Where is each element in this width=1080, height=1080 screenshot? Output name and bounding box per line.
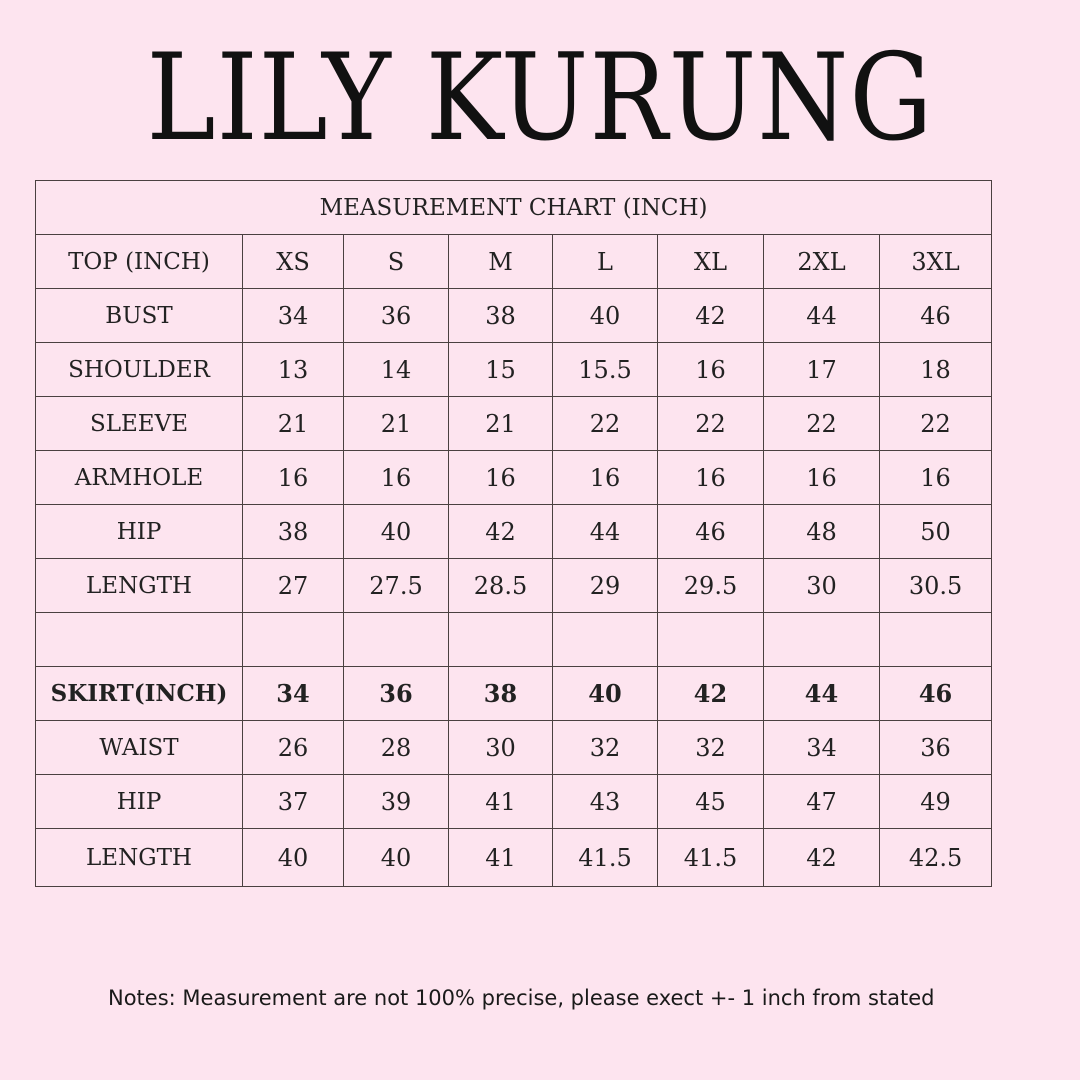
table-cell: 40 (344, 829, 449, 887)
table-row (36, 775, 992, 829)
table-cell: 15.5 (553, 343, 658, 397)
size-header: XS (243, 235, 344, 289)
size-header: 36 (344, 667, 449, 721)
table-cell: 42 (764, 829, 880, 887)
table-cell: 41 (449, 829, 553, 887)
size-header: L (553, 235, 658, 289)
table-cell: 41 (449, 775, 553, 829)
table-cell: 32 (658, 721, 764, 775)
table-cell: 45 (658, 775, 764, 829)
table-cell: 34 (243, 289, 344, 343)
size-header: S (344, 235, 449, 289)
table-cell: 29.5 (658, 559, 764, 613)
table-cell: 18 (880, 343, 992, 397)
table-cell: 49 (880, 775, 992, 829)
notes-text: Notes: Measurement are not 100% precise, please exect +- 1 inch from stated (108, 986, 935, 1010)
table-cell: 48 (764, 505, 880, 559)
size-header: 44 (764, 667, 880, 721)
empty-cell (880, 613, 992, 667)
table-cell: 41.5 (658, 829, 764, 887)
table-cell: 21 (243, 397, 344, 451)
table-cell: 40 (243, 829, 344, 887)
size-header: 46 (880, 667, 992, 721)
table-cell: 44 (764, 289, 880, 343)
top-size-header-row (36, 235, 992, 289)
size-header: 42 (658, 667, 764, 721)
table-cell: 14 (344, 343, 449, 397)
table-row (36, 289, 992, 343)
row-label-skirt-hip: HIP (36, 775, 243, 829)
table-cell: 47 (764, 775, 880, 829)
empty-cell (344, 613, 449, 667)
size-header: XL (658, 235, 764, 289)
table-cell: 32 (553, 721, 658, 775)
table-row (36, 721, 992, 775)
size-header: M (449, 235, 553, 289)
row-label-bust: BUST (36, 289, 243, 343)
table-cell: 40 (553, 289, 658, 343)
table-cell: 42 (449, 505, 553, 559)
table-row (36, 829, 992, 887)
empty-cell (658, 613, 764, 667)
table-cell: 42.5 (880, 829, 992, 887)
table-cell: 16 (553, 451, 658, 505)
top-header-label: TOP (INCH) (36, 235, 243, 289)
table-cell: 16 (344, 451, 449, 505)
empty-cell (553, 613, 658, 667)
row-label-shoulder: SHOULDER (36, 343, 243, 397)
row-label-skirt-length: LENGTH (36, 829, 243, 887)
table-cell: 16 (880, 451, 992, 505)
table-cell: 28.5 (449, 559, 553, 613)
table-row (36, 397, 992, 451)
row-label-length: LENGTH (36, 559, 243, 613)
table-cell: 38 (449, 289, 553, 343)
table-cell: 15 (449, 343, 553, 397)
table-cell: 21 (449, 397, 553, 451)
table-row (36, 343, 992, 397)
skirt-size-header-row (36, 667, 992, 721)
table-cell: 16 (243, 451, 344, 505)
chart-caption: MEASUREMENT CHART (INCH) (36, 181, 992, 235)
table-cell: 36 (344, 289, 449, 343)
chart-caption-row (36, 181, 992, 235)
table-cell: 44 (553, 505, 658, 559)
table-cell: 22 (880, 397, 992, 451)
table-cell: 27 (243, 559, 344, 613)
row-label-waist: WAIST (36, 721, 243, 775)
skirt-header-label: SKIRT(INCH) (36, 667, 243, 721)
table-cell: 17 (764, 343, 880, 397)
empty-cell (449, 613, 553, 667)
table-cell: 22 (764, 397, 880, 451)
table-cell: 21 (344, 397, 449, 451)
table-cell: 30.5 (880, 559, 992, 613)
row-label-hip: HIP (36, 505, 243, 559)
size-header: 3XL (880, 235, 992, 289)
table-cell: 41.5 (553, 829, 658, 887)
table-cell: 30 (449, 721, 553, 775)
table-cell: 43 (553, 775, 658, 829)
table-cell: 16 (449, 451, 553, 505)
table-cell: 46 (880, 289, 992, 343)
size-header: 40 (553, 667, 658, 721)
table-cell: 16 (764, 451, 880, 505)
table-cell: 36 (880, 721, 992, 775)
brand-title: LILY KURUNG (146, 27, 934, 168)
measurement-chart (35, 180, 992, 887)
row-label-armhole: ARMHOLE (36, 451, 243, 505)
table-cell: 22 (658, 397, 764, 451)
table-cell: 38 (243, 505, 344, 559)
table-row (36, 505, 992, 559)
table-cell: 16 (658, 451, 764, 505)
table-cell: 29 (553, 559, 658, 613)
table-cell: 50 (880, 505, 992, 559)
table-row (36, 559, 992, 613)
size-header: 38 (449, 667, 553, 721)
size-header: 2XL (764, 235, 880, 289)
table-cell: 28 (344, 721, 449, 775)
table-cell: 27.5 (344, 559, 449, 613)
table-cell: 42 (658, 289, 764, 343)
empty-cell (243, 613, 344, 667)
table-cell: 46 (658, 505, 764, 559)
table-row (36, 451, 992, 505)
table-cell: 16 (658, 343, 764, 397)
table-cell: 26 (243, 721, 344, 775)
table-cell: 34 (764, 721, 880, 775)
empty-cell (36, 613, 243, 667)
empty-cell (764, 613, 880, 667)
row-label-sleeve: SLEEVE (36, 397, 243, 451)
table-cell: 40 (344, 505, 449, 559)
spacer-row (36, 613, 992, 667)
size-header: 34 (243, 667, 344, 721)
table-cell: 39 (344, 775, 449, 829)
table-cell: 30 (764, 559, 880, 613)
table-cell: 13 (243, 343, 344, 397)
table-cell: 37 (243, 775, 344, 829)
table-cell: 22 (553, 397, 658, 451)
